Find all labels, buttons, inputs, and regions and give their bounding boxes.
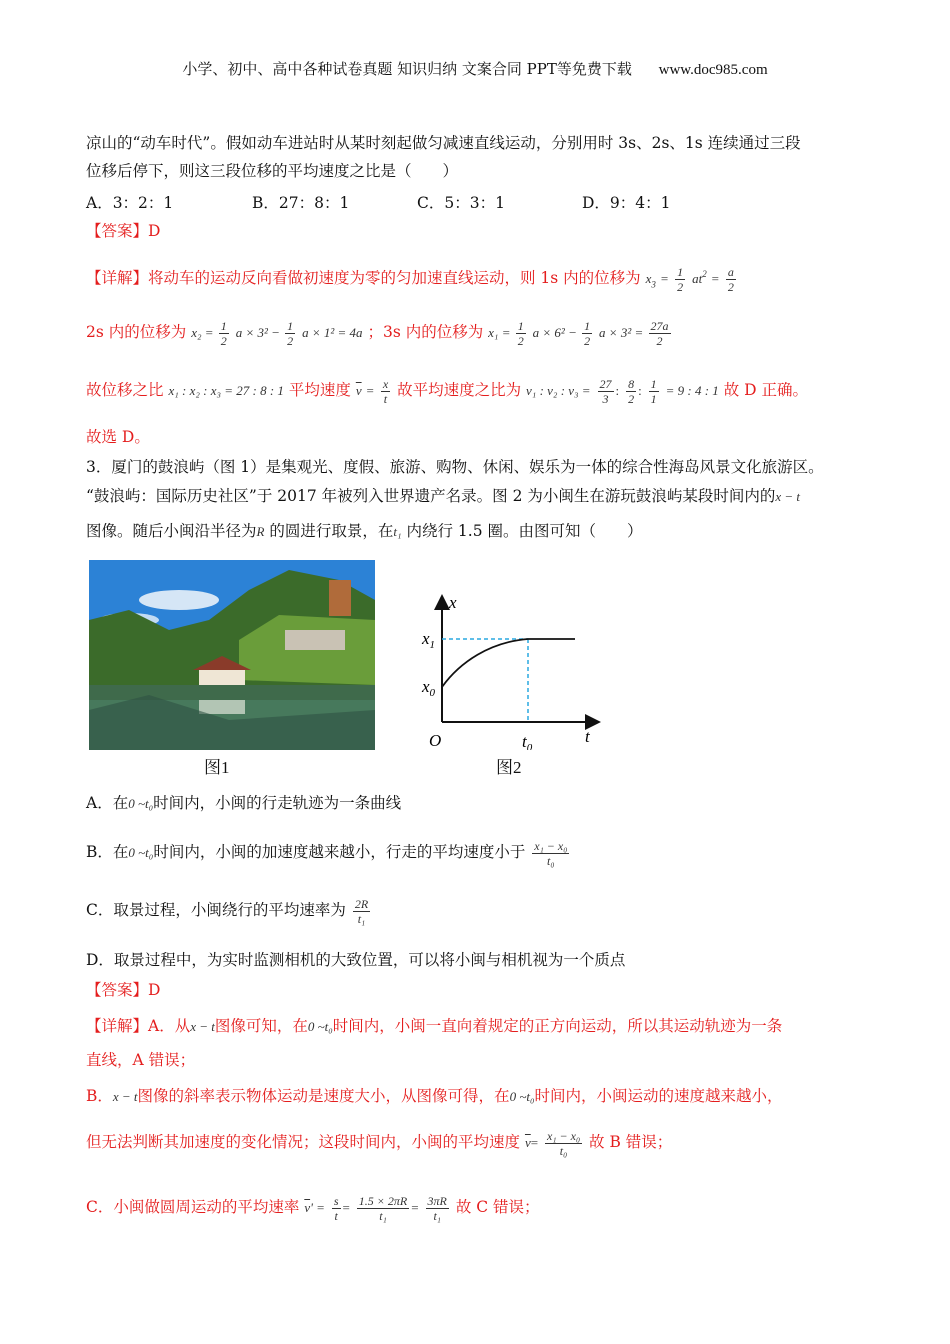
q2-answer: 【答案】D — [86, 222, 161, 240]
q3-option-d: D．取景过程中，为实时监测相机的大致位置，可以将小闽与相机视为一个质点 — [86, 951, 626, 969]
site-header — [0, 58, 950, 79]
q3-option-c: C．取景过程，小闽绕行的平均速率为 $\frac{2R}{\text{t₁}}$ — [86, 896, 369, 926]
q3-option-b: B．在0 ~t₀时间内，小闽的加速度越来越小，行走的平均速度小于 $\frac{\text{x₁ − x₀}}{\text{t₀}}$ — [86, 838, 568, 868]
q3-line2: “鼓浪屿：国际历史社区”于 2017 年被列入世界遗产名录。图 2 为小闽生在游玩鼓浪屿某段时间内的x − t — [86, 487, 801, 505]
figure-1-photo — [89, 560, 375, 750]
q3-option-a: A．在0 ~t₀时间内，小闽的行走轨迹为一条曲线 — [86, 794, 402, 812]
q2-detail-3: 故位移之比 x₁ : x₂ : x₃ = 27 : 8 : 1 平均速度 $\overline{v}$ = $\frac{x}{t}$ 故平均速度之比为 v₁ : v₂ : v₃ = $\frac{27}{3}$ : $\frac{8}{2}$ : $\frac{1}{1}$ = 9 : 4 : 1 故 D 正确。 — [86, 376, 809, 406]
q3-detail-b-1: B．x − t图像的斜率表示物体运动是速度大小，从图像可得，在0 ~t₀时间内，小闽运动的速度越来越小， — [86, 1087, 783, 1105]
q2-line1: 凉山的“动车时代”。假如动车进站时从某时刻起做匀减速直线运动，分别用时 3s、2s、1s 连续通过三段 — [86, 134, 801, 152]
q3-detail-c: C．小闽做圆周运动的平均速率 $\overline{v}'$ = $\frac{s}{t}$ = $\frac{1.5 \times 2\pi R}{\text{t₁}}$ = $\frac{3\pi R}{\text{t₁}}$ 故 C 错误； — [86, 1193, 540, 1223]
figure-1-caption: 图1 — [204, 758, 230, 777]
q2-conclusion: 故选 D。 — [86, 428, 150, 446]
y-axis-label: x — [449, 593, 457, 612]
q3-detail-a-2: 直线，A 错误； — [86, 1051, 196, 1069]
x-axis-label: t — [585, 727, 590, 746]
q3-line1: 3．厦门的鼓浪屿（图 1）是集观光、度假、旅游、购物、休闲、娱乐为一体的综合性海岛风景文化旅游区。 — [86, 458, 824, 476]
q3-line3: 图像。随后小闽沿半径为R 的圆进行取景，在t₁ 内绕行 1.5 圈。由图可知（ ） — [86, 522, 643, 540]
q2-option-c: C．5：3：1 — [417, 194, 505, 212]
x1-label: $x_1$ — [422, 629, 436, 651]
q3-detail-b-2: 但无法判断其加速度的变化情况；这段时间内，小闽的平均速度 $\overline{v}=$ $\frac{\text{x₁ − x₀}}{\text{t₀}}$ 故 B 错误； — [86, 1128, 673, 1158]
header-site[interactable]: www.doc985.com — [658, 62, 768, 78]
x0-label: $x_0$ — [422, 677, 436, 699]
t0-label: $t_0$ — [522, 732, 533, 750]
header-text: 小学、初中、高中各种试卷真题 知识归纳 文案合同 PPT等免费下载 — [182, 60, 632, 78]
figure-2-xt-graph — [415, 590, 605, 750]
q2-option-b: B．27：8：1 — [252, 194, 350, 212]
q2-option-d: D．9：4：1 — [582, 194, 671, 212]
origin-label: O — [429, 731, 442, 750]
q2-detail-1: 【详解】将动车的运动反向看做初速度为零的匀加速直线运动，则 1s 内的位移为 $x_3$ = $\frac{1}{2}$ $at^2$ = $\frac{a}{2}$ — [86, 264, 734, 294]
gulangyu-photo-illustration — [89, 560, 375, 750]
q3-detail-a-1: 【详解】A．从x − t图像可知，在0 ~t₀时间内，小闽一直向着规定的正方向运动，所以其运动轨迹为一条 — [86, 1017, 783, 1035]
q2-detail-2: 2s 内的位移为 x₂ = $\frac{1}{2}$ a × 3² − $\frac{1}{2}$ a × 1² = 4a ；3s 内的位移为 x₁ = $\frac{1}{2}$ a × 6² − $\frac{1}{2}$ a × 3² = $\frac{27a}{2}$ — [86, 318, 669, 348]
q3-answer: 【答案】D — [86, 981, 161, 999]
figure-2-caption: 图2 — [496, 758, 522, 777]
q2-option-a: A．3：2：1 — [86, 194, 174, 212]
q2-line2: 位移后停下，则这三段位移的平均速度之比是（ ） — [86, 162, 459, 180]
xt-curve — [442, 639, 575, 687]
